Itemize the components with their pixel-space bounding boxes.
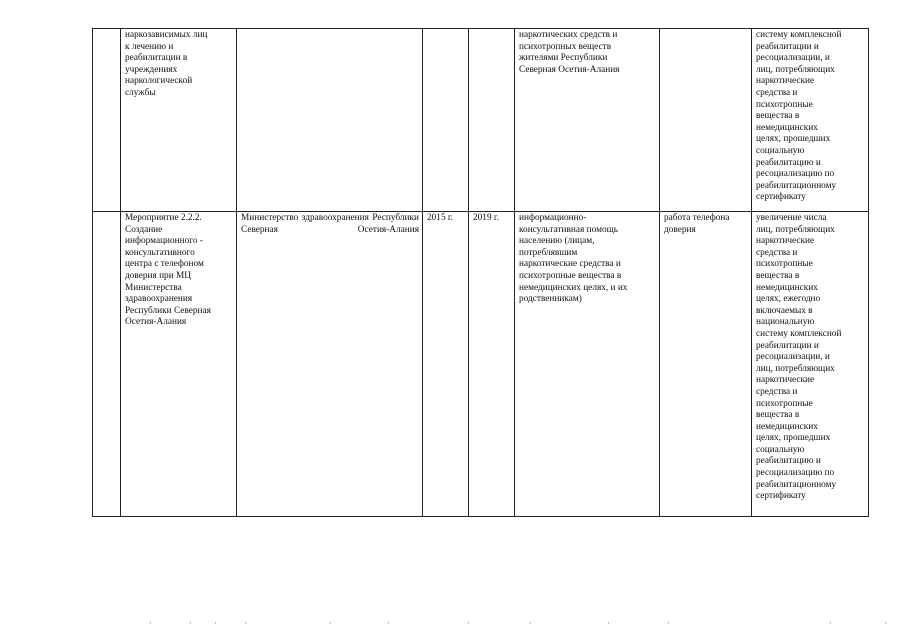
scan-noise — [0, 622, 905, 628]
indicator-cell — [660, 29, 752, 212]
row-number-cell — [93, 29, 121, 212]
expected-result-cell: наркотических средств и психотропных веществ жителями Республики Северная Осетия-Алания — [515, 29, 660, 212]
end-year-cell: 2019 г. — [469, 212, 515, 517]
executor-cell: Министерство здравоохранения Республики Северная Осетия-Алания — [237, 212, 423, 517]
table-row — [93, 29, 869, 212]
start-year-cell — [423, 29, 469, 212]
activity-name-cell: наркозависимых лиц к лечению и реабилитации в учреждениях наркологической службы — [121, 29, 237, 212]
table-row — [93, 212, 869, 517]
executor-cell — [237, 29, 423, 212]
target-indicator-cell: систему комплексной реабилитации и ресоциализации, и лиц, потребляющих наркотические средства и психотропные вещества в немедицинских целях, прошедших социальную реабилитацию и ресоциализацию по реабилитационному сертификату — [752, 29, 869, 212]
activity-name-cell: Мероприятие 2.2.2. Создание информационного - консультативного центра с телефоном доверия при МЦ Министерства здравоохранения Республики Северная Осетия-Алания — [121, 212, 237, 517]
expected-result-cell: информационно- консультативная помощь населению (лицам, потреблявшим наркотические средства и психотропные вещества в немедицинских целях, и их родственникам) — [515, 212, 660, 517]
indicator-cell: работа телефона доверия — [660, 212, 752, 517]
start-year-cell: 2015 г. — [423, 212, 469, 517]
row-number-cell — [93, 212, 121, 517]
target-indicator-cell: увеличение числа лиц, потребляющих наркотические средства и психотропные вещества в немедицинских целях, ежегодно включаемых в национальную систему комплексной реабилитации и ресоциализации, и лиц, потребляющих наркотические средства и психотропные вещества в немедицинских целях, прошедших социальную реабилитацию и ресоциализацию по реабилитационному сертификату — [752, 212, 869, 517]
end-year-cell — [469, 29, 515, 212]
program-activities-table — [92, 28, 869, 517]
document-sheet — [92, 28, 869, 517]
